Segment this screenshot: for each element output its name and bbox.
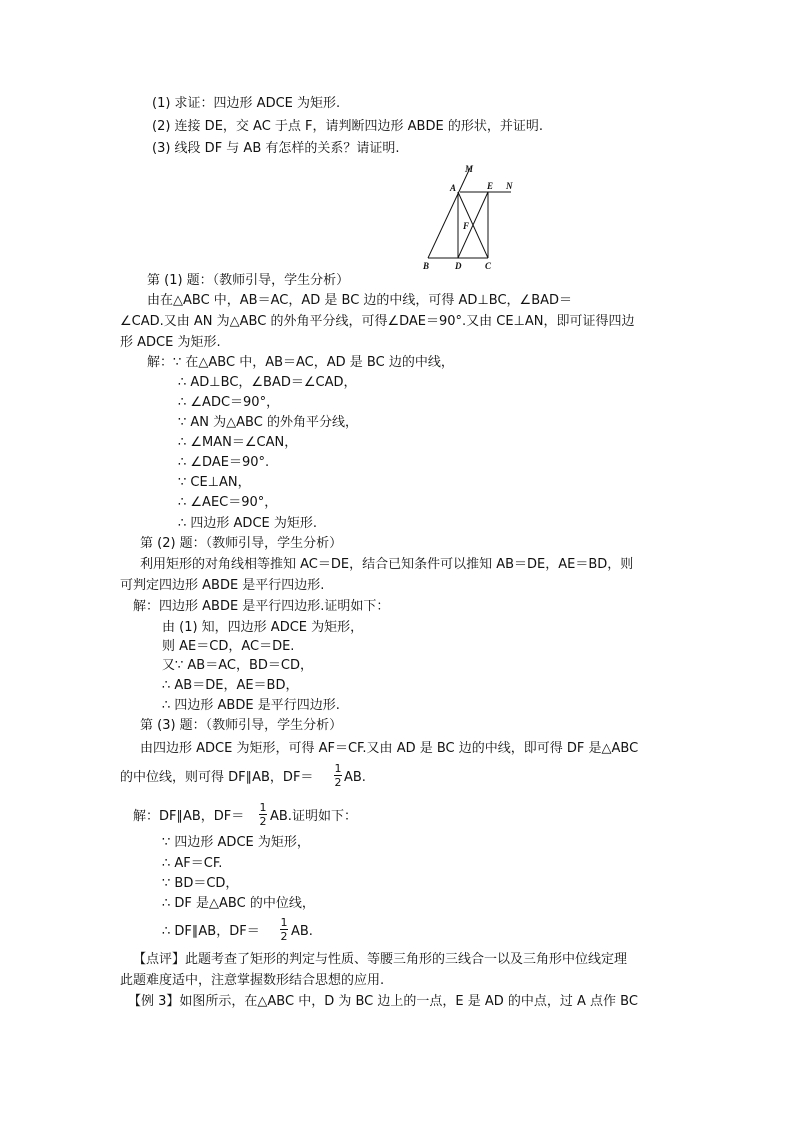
part1-analysis-line: 形 ADCE 为矩形. — [120, 335, 221, 350]
label-n: N — [506, 181, 513, 191]
part2-solution-line: ∴ AB＝DE，AE＝BD， — [162, 678, 299, 693]
part1-solution-line: ∴ ∠AEC＝90°， — [178, 495, 278, 510]
part1-heading: 第 (1) 题：（教师引导，学生分析） — [147, 273, 350, 288]
fraction-denominator: 2 — [259, 815, 267, 828]
part1-solution-line: ∴ ∠DAE＝90°. — [178, 455, 270, 470]
fraction-denominator: 2 — [280, 930, 288, 943]
label-e: E — [487, 181, 494, 191]
fraction-numerator: 1 — [334, 762, 342, 775]
part1-solution-line: ∴ 四边形 ADCE 为矩形. — [178, 516, 317, 531]
label-d: D — [455, 261, 462, 271]
question-3: (3) 线段 DF 与 AB 有怎样的关系？请证明. — [152, 141, 400, 156]
comment-line: 此题难度适中，注意掌握数形结合思想的应用. — [120, 973, 385, 988]
part3-solution-line: ∵ BD＝CD， — [162, 876, 239, 891]
comment-line: 【点评】此题考查了矩形的判定与性质、等腰三角形的三线合一以及三角形中位线定理 — [133, 952, 628, 967]
part1-solution-line: ∴ AD⊥BC，∠BAD＝∠CAD， — [178, 375, 357, 390]
example-3-line: 【例 3】如图所示，在△ABC 中，D 为 BC 边上的一点，E 是 AD 的中点，过 A 点作 BC — [128, 994, 638, 1009]
part2-analysis-line: 可判定四边形 ABDE 是平行四边形. — [120, 578, 325, 593]
part3-conclusion: ∴ DF∥AB，DF＝ — [162, 924, 260, 939]
question-2: (2) 连接 DE，交 AC 于点 F，请判断四边形 ABDE 的形状，并证明. — [152, 119, 543, 134]
part2-solution-line: 则 AE＝CD，AC＝DE. — [162, 639, 295, 654]
part2-solution-line: ∴ 四边形 ABDE 是平行四边形. — [162, 698, 340, 713]
fraction-denominator: 2 — [334, 776, 342, 789]
label-a: A — [450, 183, 457, 193]
question-1: (1) 求证：四边形 ADCE 为矩形. — [152, 96, 341, 111]
label-b: B — [423, 261, 430, 271]
part3-solution-line: ∴ DF 是△ABC 的中位线， — [162, 896, 315, 911]
part3-analysis-line: 的中位线，则可得 DF∥AB，DF＝ — [120, 770, 314, 785]
part3-solution-line: ∵ 四边形 ADCE 为矩形， — [162, 835, 310, 850]
part2-solution-line: 解：四边形 ABDE 是平行四边形.证明如下： — [133, 599, 390, 614]
part1-solution-line: 解：∵ 在△ABC 中，AB＝AC，AD 是 BC 边的中线， — [147, 355, 454, 370]
label-m: M — [465, 164, 474, 174]
part1-solution-line: ∴ ∠MAN＝∠CAN， — [178, 435, 298, 450]
part2-analysis-line: 利用矩形的对角线相等推知 AC＝DE，结合已知条件可以推知 AB＝DE，AE＝BD，则 — [140, 557, 634, 572]
part3-conclusion-tail: AB. — [291, 924, 313, 939]
part1-solution-line: ∴ ∠ADC＝90°， — [178, 395, 280, 410]
part2-solution-line: 由 (1) 知，四边形 ADCE 为矩形， — [162, 620, 364, 635]
geometry-figure — [418, 160, 528, 275]
part1-solution-line: ∵ AN 为△ABC 的外角平分线， — [178, 415, 358, 430]
part3-solution-line: ∴ AF＝CF. — [162, 856, 223, 871]
label-c: C — [485, 261, 492, 271]
part1-solution-line: ∵ CE⊥AN， — [178, 475, 251, 490]
fraction-numerator: 1 — [259, 801, 267, 814]
part3-analysis-tail: AB. — [344, 770, 366, 785]
fraction-numerator: 1 — [280, 916, 288, 929]
part1-analysis-line: 由在△ABC 中，AB＝AC，AD 是 BC 边的中线，可得 AD⊥BC，∠BAD＝ — [147, 293, 573, 308]
part1-analysis-line: ∠CAD.又由 AN 为△ABC 的外角平分线，可得∠DAE＝90°.又由 CE⊥AN，即可证得四边 — [120, 314, 635, 329]
part3-analysis-line: 由四边形 ADCE 为矩形，可得 AF＝CF.又由 AD 是 BC 边的中线，即可得 DF 是△ABC — [140, 741, 639, 756]
part2-solution-line: 又∵ AB＝AC，BD＝CD， — [162, 658, 313, 673]
label-f: F — [463, 221, 470, 231]
part3-solution-head-tail: AB.证明如下： — [270, 809, 357, 824]
part3-solution-head: 解：DF∥AB，DF＝ — [133, 809, 245, 824]
part3-heading: 第 (3) 题：（教师引导，学生分析） — [140, 718, 343, 733]
part2-heading: 第 (2) 题：（教师引导，学生分析） — [140, 536, 343, 551]
